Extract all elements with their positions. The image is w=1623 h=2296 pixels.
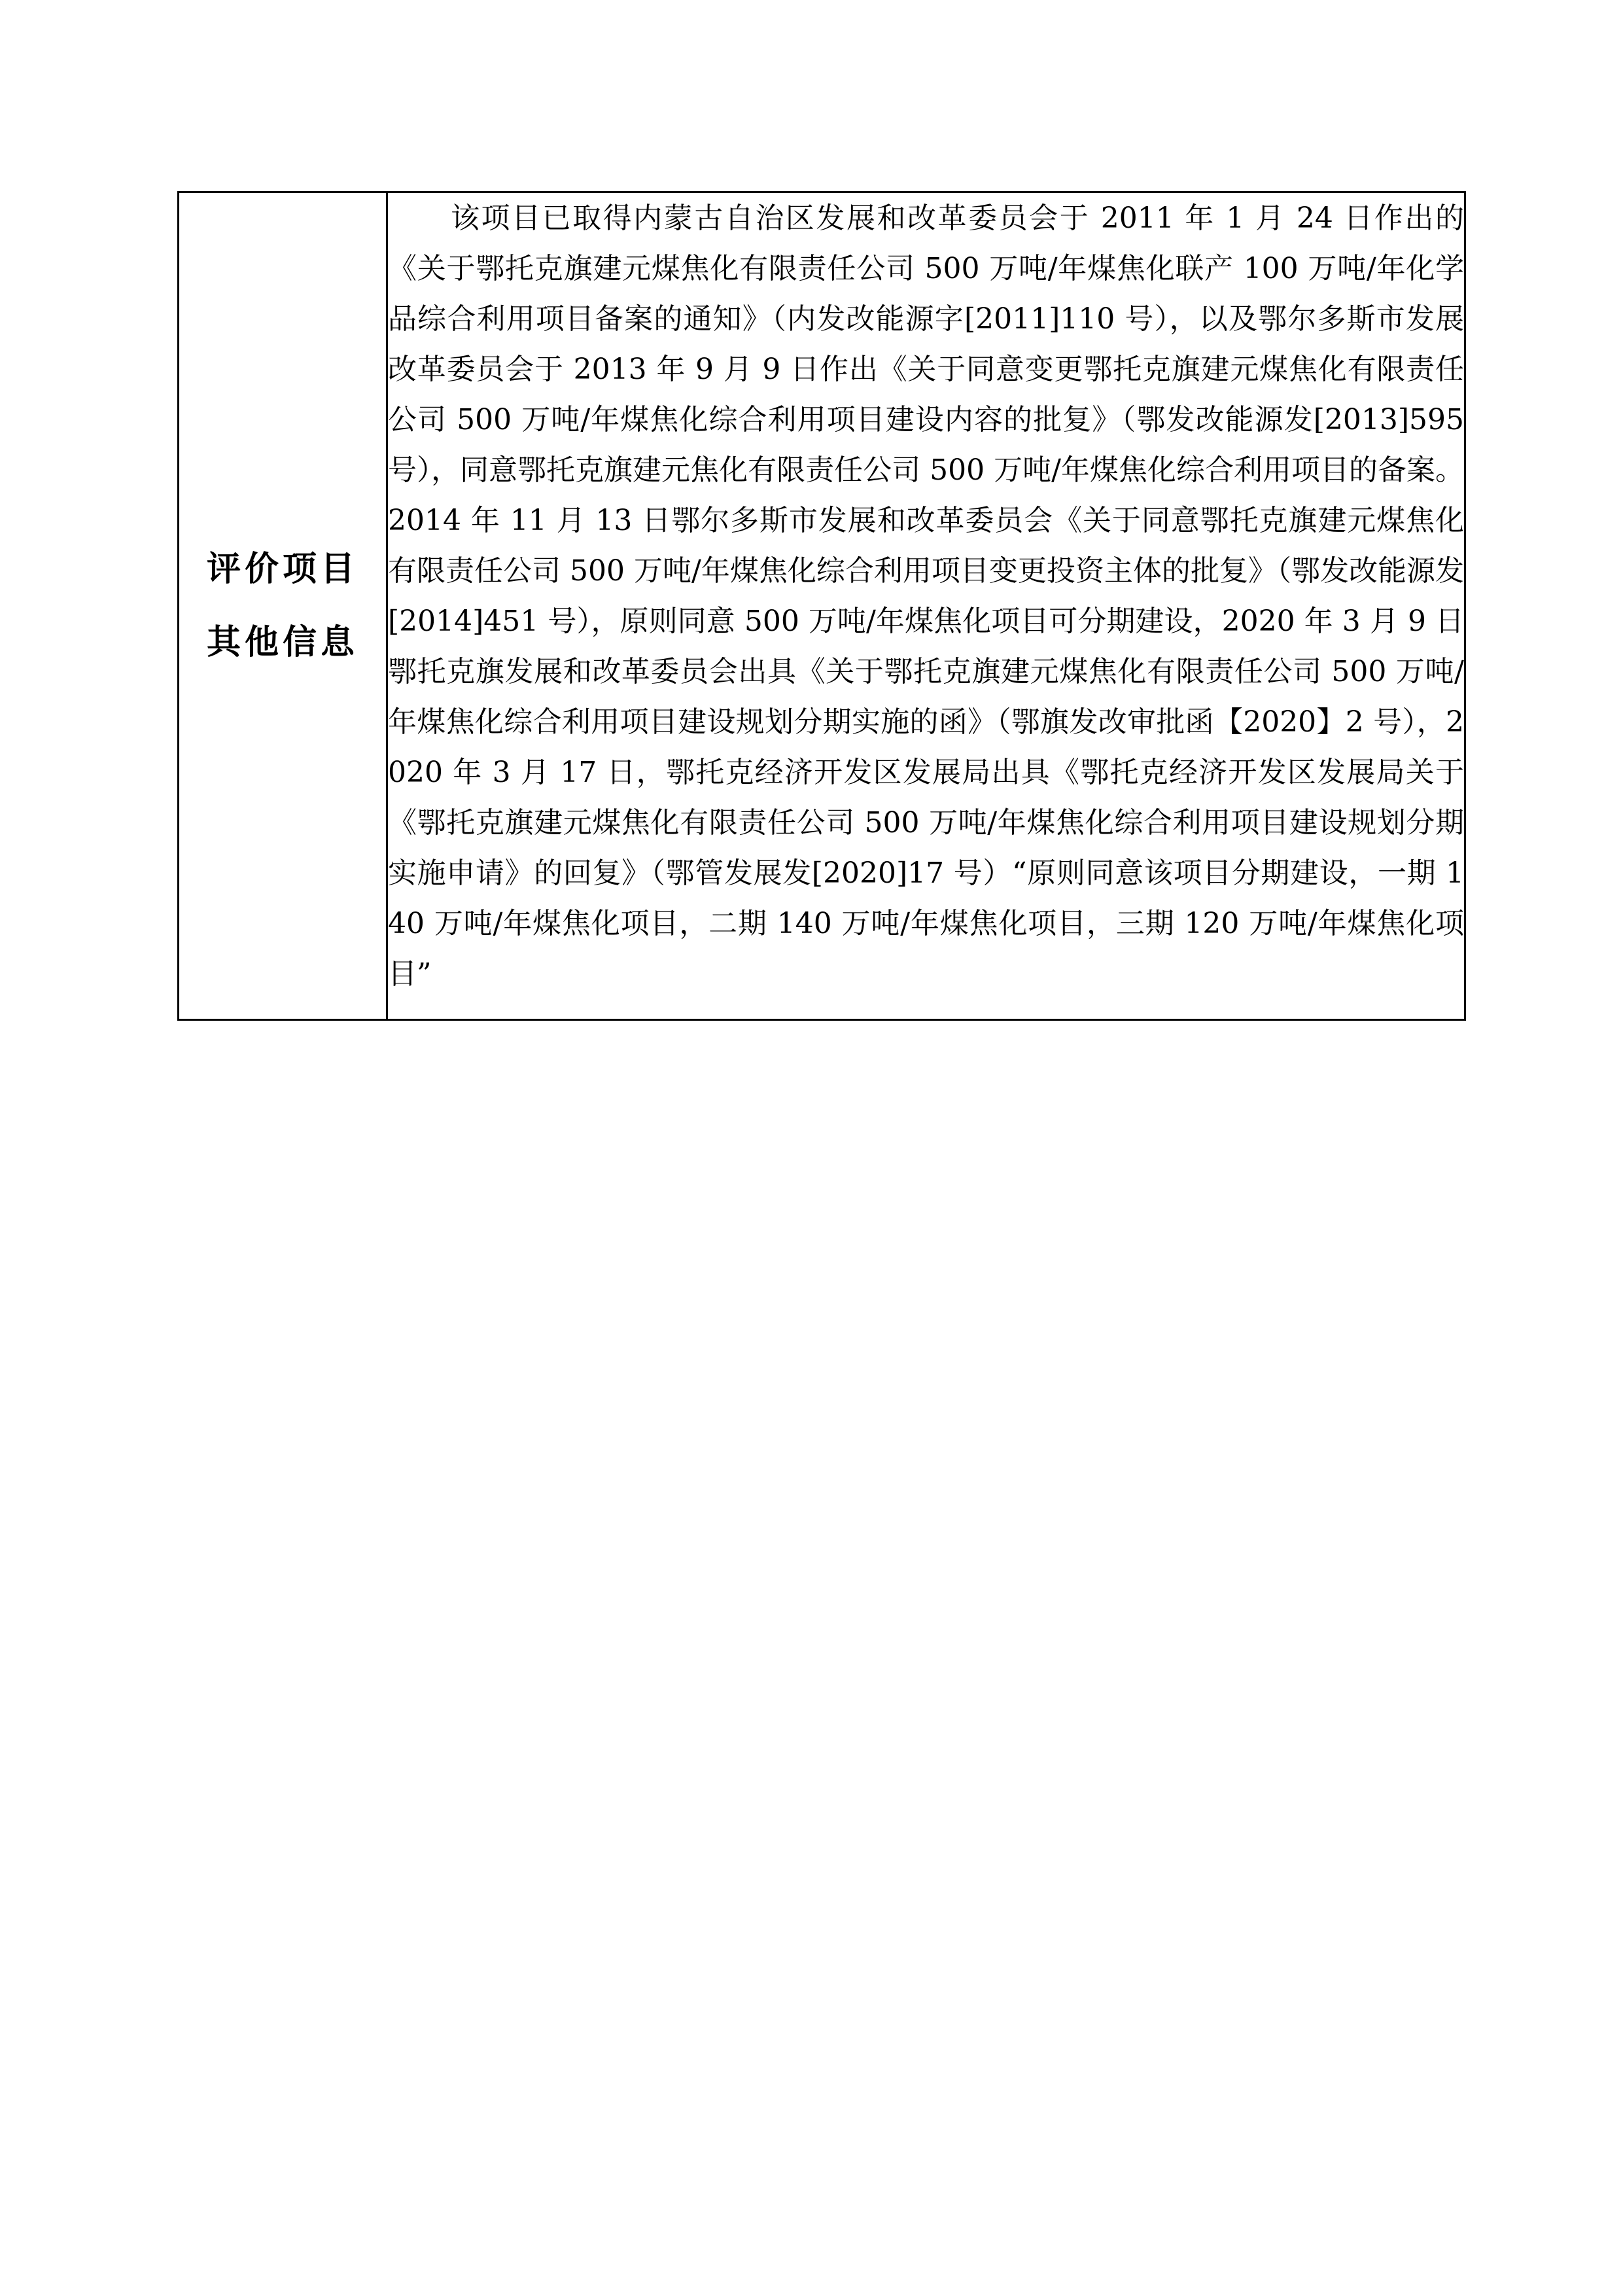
label-line-2: 其他信息 [206,623,358,662]
content-cell [387,192,1465,1020]
info-table [177,191,1466,1021]
label-cell [179,192,387,1020]
label-line-1: 评价项目 [206,550,358,589]
content-paragraph: 该项目已取得内蒙古自治区发展和改革委员会于 2011 年 1 月 24 日作出的《关于鄂托克旗建元煤焦化有限责任公司 500 万吨/年煤焦化联产 100 万吨/年化学品综合利用项目备案的通知》（内发改能源字[2011]110 号），以及鄂尔多斯市发展改革委员会于 2013 年 9 月 9 日作出《关于同意变更鄂托克旗建元煤焦化有限责任公司 500 万吨/年煤焦化综合利用项目建设内容的批复》（鄂发改能源发[2013]595 号），同意鄂托克旗建元焦化有限责任公司 500 万吨/年煤焦化综合利用项目的备案。2014 年 11 月 13 日鄂尔多斯市发展和改革委员会《关于同意鄂托克旗建元煤焦化有限责任公司 500 万吨/年煤焦化综合利用项目变更投资主体的批复》（鄂发改能源发[2014]451 号），原则同意 500 万吨/年煤焦化项目可分期建设，2020 年 3 月 9 日鄂托克旗发展和改革委员会出具《关于鄂托克旗建元煤焦化有限责任公司 500 万吨/年煤焦化综合利用项目建设规划分期实施的函》（鄂旗发改审批函【2020】2 号），2020 年 3 月 17 日，鄂托克经济开发区发展局出具《鄂托克经济开发区发展局关于《鄂托克旗建元煤焦化有限责任公司 500 万吨/年煤焦化综合利用项目建设规划分期实施申请》的回复》（鄂管发展发[2020]17 号）“原则同意该项目分期建设，一期 140 万吨/年煤焦化项目，二期 140 万吨/年煤焦化项目，三期 120 万吨/年煤焦化项目” [388,202,1464,991]
table-row [179,192,1465,1020]
